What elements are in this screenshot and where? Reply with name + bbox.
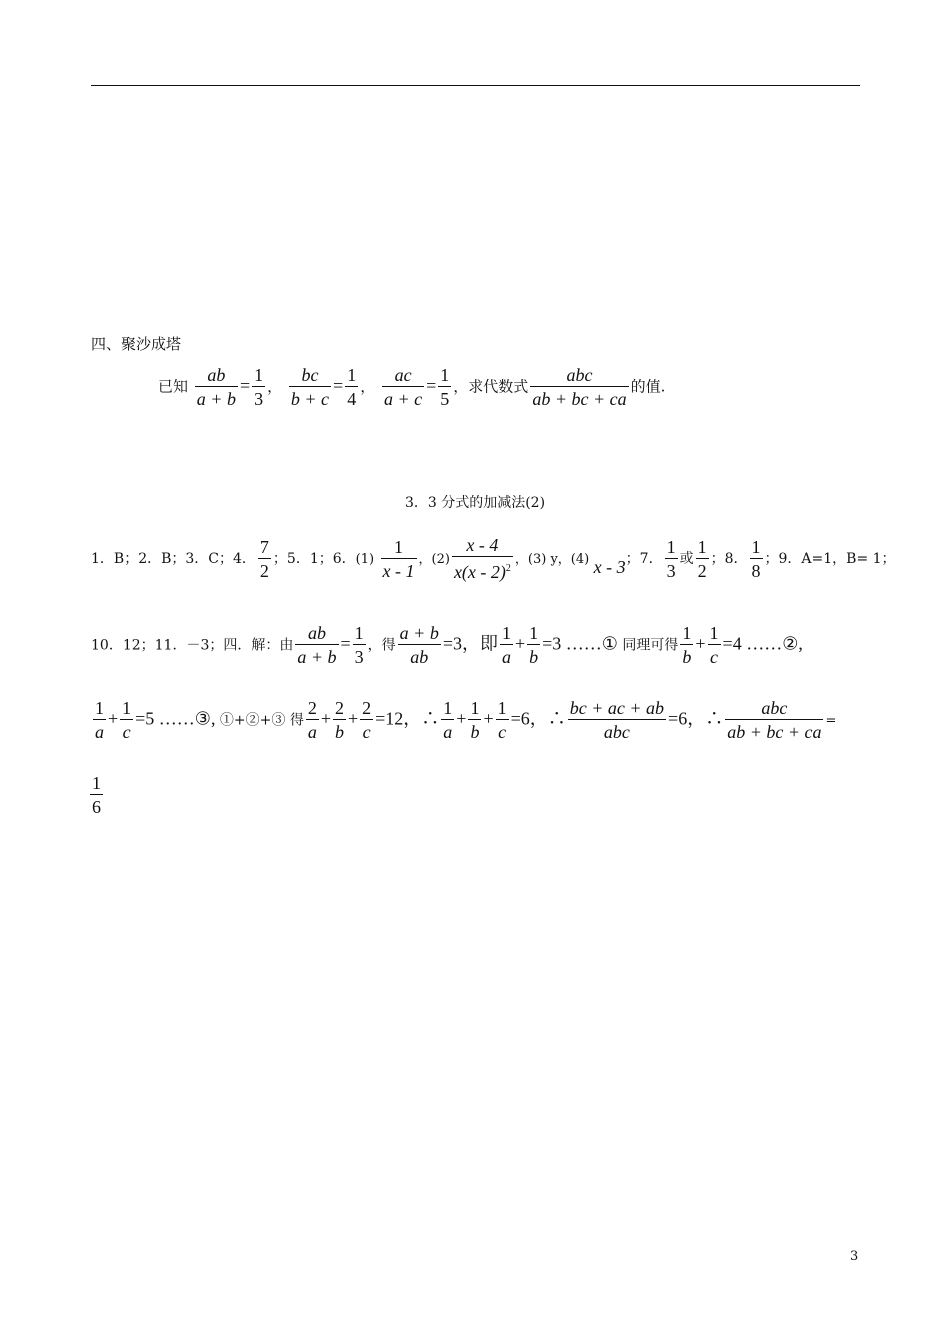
problem-statement: 已知 $\frac{ab}{a + b}$ = $\frac{1}{3}$ ， $\frac{bc}{b + c}$ = $\frac{1}{4}$ ， $\frac{ac}{a + c}$ = $\frac{1}{5}$ ，求代数式 $\frac{\text{abc}}{ab + bc + ca}$ 的值.: [158, 365, 666, 409]
answers-line-2: 10．12；11．－3；四．解：由 $\frac{ab}{a + b}$ = $\frac{1}{3}$ ，得 $\frac{a + b}{ab}$ =3，即 $\frac{1}{a}$ + $\frac{1}{b}$ =3 ……① 同理可得 $\frac{1}{b}$ + $\frac{1}{c}$ =4 ……②,: [91, 623, 803, 667]
answers-title: 3．3 分式的加减法(2): [404, 495, 546, 511]
fraction-1-over-3-2: $\frac{1}{3}$: [354, 623, 364, 667]
fraction-bc-over-b-plus-c: $\frac{bc}{b + c}$: [290, 365, 330, 409]
fraction-1-over-c-3: $\frac{1}{c}$: [497, 698, 507, 742]
fraction-bc-ac-ab-over-abc: $\frac{bc + ac + ab}{\text{abc}}$: [569, 698, 665, 742]
fraction-1-over-3: $\frac{1}{3}$: [666, 536, 676, 581]
fraction-ac-over-a-plus-c: $\frac{ac}{a + c}$: [384, 365, 423, 409]
fraction-target-expression: $\frac{\text{abc}}{ab + bc + ca}$: [532, 365, 627, 409]
fraction-one-quarter: $\frac{1}{4}$: [347, 365, 357, 409]
answers-line-1: 1．B；2．B；3．C；4． $\frac{7}{2}$ ；5．1；6．(1) $\frac{1}{x - 1}$ ，(2) $\frac{x - 4}{x(x - 2)^2}$ ，(3) y，(4) x - 3；7． $\frac{1}{3}$ 或 $\frac{1}{2}$ ；8． $\frac{1}{8}$ ；9．A=1，B= 1；: [91, 535, 896, 582]
fraction-1-over-6: $\frac{1}{6}$: [92, 773, 101, 817]
answer-x-minus-3: x - 3: [593, 557, 626, 577]
section-heading: 四、聚沙成塔: [91, 335, 182, 353]
fraction-7-over-2: $\frac{7}{2}$: [259, 536, 269, 581]
fraction-x-minus-4-over-x-x-minus-2-squared: $\frac{x - 4}{x(x - 2)^2}$: [453, 535, 511, 582]
fraction-one-fifth: $\frac{1}{5}$: [440, 365, 450, 409]
fraction-2-over-c: $\frac{2}{c}$: [362, 698, 372, 742]
fraction-1-over-2: $\frac{1}{2}$: [697, 536, 707, 581]
fraction-1-over-c: $\frac{1}{c}$: [709, 623, 719, 667]
problem-prefix: 已知: [158, 377, 189, 396]
fraction-1-over-a-2: $\frac{1}{a}$: [95, 698, 104, 742]
fraction-1-over-c-2: $\frac{1}{c}$: [122, 698, 132, 742]
fraction-1-over-8: $\frac{1}{8}$: [751, 536, 761, 581]
answers-line-3: $\frac{1}{a}$ + $\frac{1}{c}$ =5 ……③, ①+②+③ 得 $\frac{2}{a}$ + $\frac{2}{b}$ + $\frac{2}{c}$ =12，∴ $\frac{1}{a}$ + $\frac{1}{b}$ + $\frac{1}{c}$ =6，∴ $\frac{bc + ac + ab}{\text{abc}}$ =6，∴ $\frac{\text{abc}}{ab + bc + ca}$ =: [95, 698, 837, 742]
fraction-one-third: $\frac{1}{3}$: [254, 365, 264, 409]
fraction-2-over-a: $\frac{2}{a}$: [307, 698, 317, 742]
fraction-1-over-b-2: $\frac{1}{b}$: [682, 623, 692, 667]
fraction-a-plus-b-over-ab: $\frac{a + b}{ab}$: [399, 623, 439, 667]
answers-line-4: [88, 772, 105, 819]
fraction-2-over-b: $\frac{2}{b}$: [334, 698, 344, 742]
fraction-1-over-b: $\frac{1}{b}$: [529, 623, 539, 667]
fraction-abc-over-sum: $\frac{\text{abc}}{ab + bc + ca}$: [727, 698, 822, 742]
fraction-ab-over-a-plus-b: $\frac{ab}{a + b}$: [196, 365, 236, 409]
header-rule: [91, 85, 860, 86]
page-number: 3: [850, 1249, 859, 1264]
fraction-ab-over-a-plus-b-2: $\frac{ab}{a + b}$: [297, 623, 337, 667]
fraction-1-over-x-minus-1: $\frac{1}{x - 1}$: [382, 536, 415, 581]
fraction-1-over-a-3: $\frac{1}{a}$: [443, 698, 453, 742]
fraction-1-over-a: $\frac{1}{a}$: [501, 623, 511, 667]
fraction-1-over-b-3: $\frac{1}{b}$: [470, 698, 480, 742]
